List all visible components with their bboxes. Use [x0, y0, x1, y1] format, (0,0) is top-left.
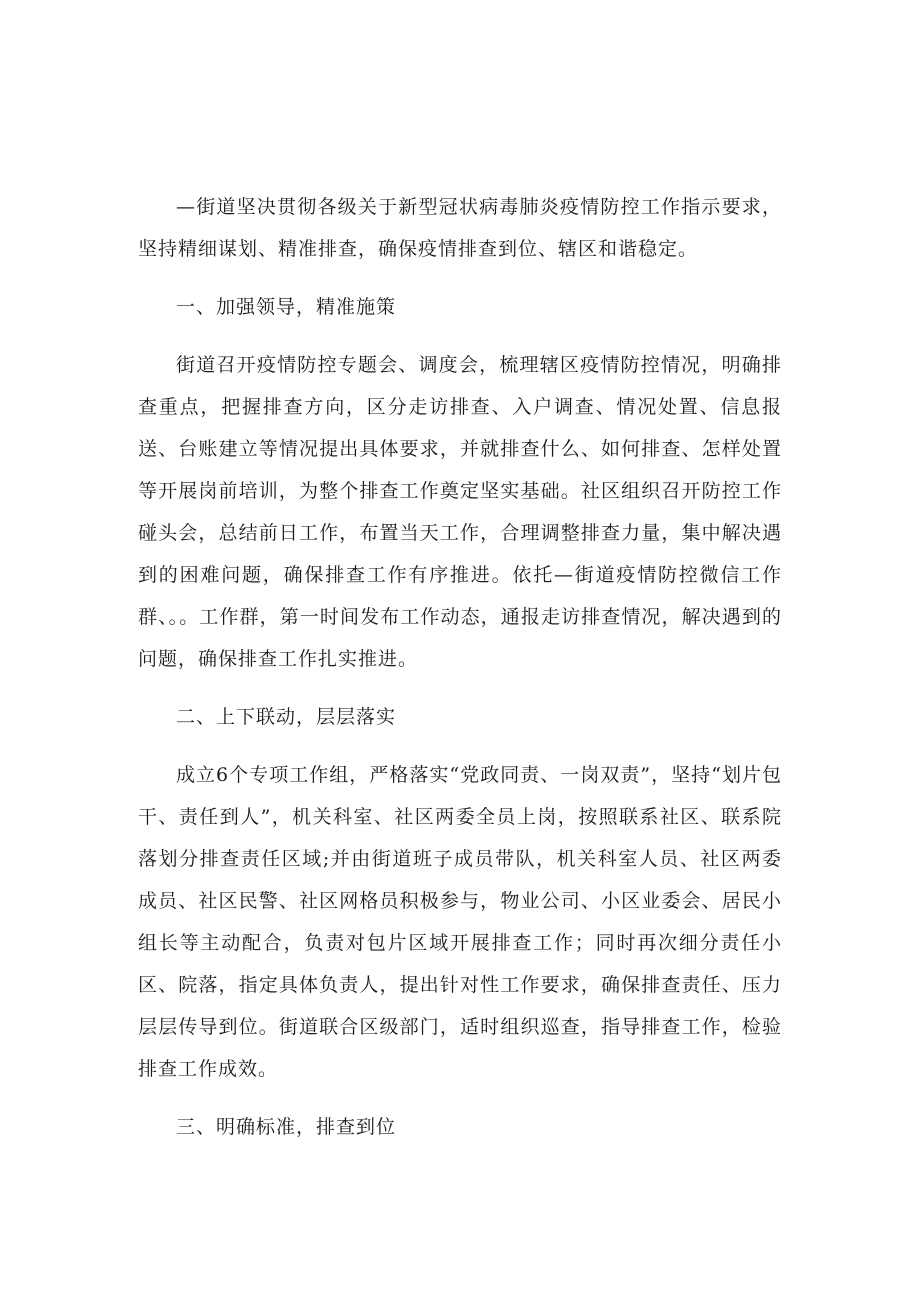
intro-paragraph: —街道坚决贯彻各级关于新型冠状病毒肺炎疫情防控工作指示要求，坚持精细谋划、精准排查，确保疫情排查到位、辖区和谐稳定。 [138, 196, 782, 260]
section-body-1: 街道召开疫情防控专题会、调度会，梳理辖区疫情防控情况，明确排查重点，把握排查方向，区分走访排查、入户调查、情况处置、信息报送、台账建立等情况提出具体要求，并就排查什么、如何排查、怎样处置等开展岗前培训，为整个排查工作奠定坚实基础。社区组织召开防控工作碰头会，总结前日工作，布置当天工作，合理调整排查力量，集中解决遇到的困难问题，确保排查工作有序推进。依托—街道疫情防控微信工作群、。。工作群，第一时间发布工作动态，通报走访排查情况，解决遇到的问题，确保排查工作扎实推进。 [138, 354, 782, 670]
section-heading-2: 二、上下联动，层层落实 [176, 706, 397, 728]
document-body [138, 186, 782, 1148]
section-body-2: 成立6个专项工作组，严格落实“党政同责、一岗双责”，坚持“划片包干、责任到人”，机关科室、社区两委全员上岗，按照联系社区、联系院落划分排查责任区域;并由街道班子成员带队，机关科室人员、社区两委成员、社区民警、社区网格员积极参与，物业公司、小区业委会、居民小组长等主动配合，负责对包片区域开展排查工作；同时再次细分责任小区、院落，指定具体负责人，提出针对性工作要求，确保排查责任、压力层层传导到位。街道联合区级部门，适时组织巡查，指导排查工作，检验排查工作成效。 [138, 764, 782, 1080]
section-heading-3: 三、明确标准，排查到位 [176, 1116, 397, 1138]
section-heading-1: 一、加强领导，精准施策 [176, 296, 397, 318]
